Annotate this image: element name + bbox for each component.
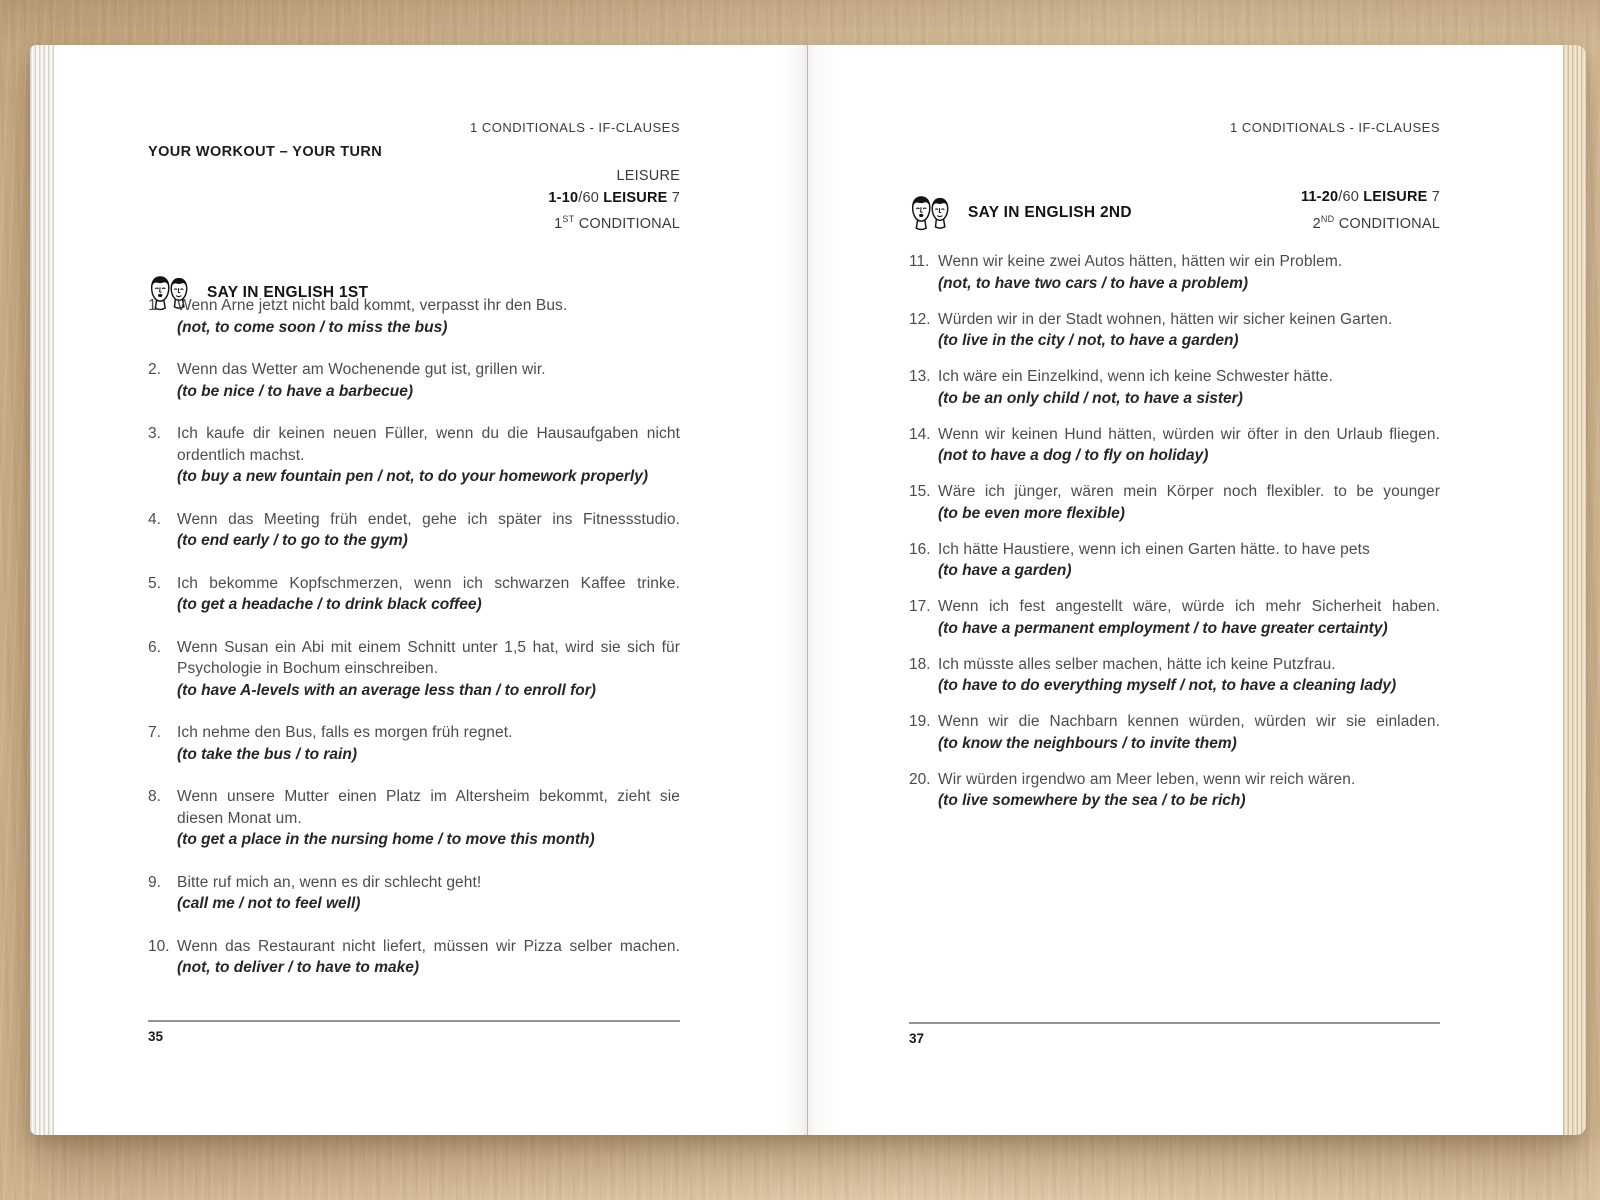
left-page: [54, 45, 807, 1135]
open-workbook: [30, 45, 1586, 1135]
german-sentence: Wenn Arne jetzt nicht bald kommt, verpasst ihr den Bus.: [177, 297, 568, 314]
english-hint: (call me / not to feel well): [177, 895, 361, 912]
chapter-running-head: 1 CONDITIONALS - IF-CLAUSES: [470, 120, 680, 135]
item-number: 18.: [909, 655, 931, 673]
german-sentence: Ich bekomme Kopfschmerzen, wenn ich schwarzen Kaffee trinke.: [177, 574, 680, 592]
exercise-item: [909, 654, 1440, 697]
exercise-item: [909, 309, 1440, 352]
meta-range-line: [148, 188, 680, 210]
english-hint: (not, to have two cars / to have a problem): [938, 274, 1249, 292]
english-hint: (to have a permanent employment / to have greater certainty): [938, 619, 1388, 637]
item-number: 1.: [148, 297, 161, 314]
german-sentence: Bitte ruf mich an, wenn es dir schlecht geht!: [177, 873, 482, 891]
item-number: 20.: [909, 770, 931, 788]
page-stack-left-edge: [30, 45, 54, 1135]
item-number: 11.: [909, 253, 930, 270]
conditional-label: CONDITIONAL: [1334, 215, 1440, 232]
meta-topic: LEISURE: [1363, 189, 1428, 205]
page-title: YOUR WORKOUT – YOUR TURN: [148, 144, 383, 160]
german-sentence: Wenn wir keine zwei Autos hätten, hätten wir ein Problem.: [938, 253, 1343, 270]
exercise-item: [148, 786, 680, 851]
item-number: 5.: [148, 574, 161, 592]
conditional-label: CONDITIONAL: [574, 215, 680, 232]
exercise-item: [909, 596, 1440, 639]
german-sentence: Wenn ich fest angestellt wäre, würde ich mehr Sicherheit haben.: [938, 598, 1440, 615]
conditional-number: 2: [1312, 215, 1321, 232]
german-sentence: Ich hätte Haustiere, wenn ich einen Garten hätte. to have pets: [938, 540, 1370, 558]
english-hint: (not, to come soon / to miss the bus): [177, 318, 448, 336]
exercise-item: [909, 424, 1440, 467]
exercise-item: [148, 637, 680, 702]
german-sentence: Ich müsste alles selber machen, hätte ich keine Putzfrau.: [938, 655, 1336, 673]
exercise-list: [148, 295, 680, 1000]
german-sentence: Wir würden irgendwo am Meer leben, wenn wir reich wären.: [938, 770, 1356, 788]
exercise-item: [148, 872, 680, 915]
english-hint: (to be an only child / not, to have a sister): [938, 389, 1243, 407]
exercise-item: [148, 722, 680, 765]
page-stack-right-edge: [1563, 45, 1586, 1135]
english-hint: (not, to deliver / to have to make): [177, 959, 420, 976]
german-sentence: Ich wäre ein Einzelkind, wenn ich keine Schwester hätte.: [938, 368, 1334, 385]
item-number: 6.: [148, 638, 161, 656]
exercise-item: [909, 769, 1440, 812]
exercise-item: [148, 573, 680, 616]
item-number: 17.: [909, 598, 931, 615]
german-sentence: Wenn unsere Mutter einen Platz im Altersheim bekommt, zieht sie diesen Monat um.: [177, 788, 680, 827]
meta-topic-number: 7: [667, 189, 680, 206]
exercise-meta: [909, 187, 1440, 235]
english-hint: (to live in the city / not, to have a garden): [938, 332, 1239, 349]
exercise-item: [148, 936, 680, 979]
meta-conditional-line: [909, 209, 1440, 235]
meta-conditional-line: [148, 209, 680, 235]
exercise-list: [909, 251, 1440, 826]
meta-range-line: [909, 187, 1440, 209]
meta-topic-number: 7: [1427, 189, 1440, 205]
page-number: 35: [148, 1029, 164, 1044]
exercise-item: [909, 711, 1440, 754]
german-sentence: Ich kaufe dir keinen neuen Füller, wenn du die Hausaufgaben nicht ordentlich machst.: [177, 425, 680, 464]
exercise-item: [148, 295, 680, 338]
section-title: SAY IN ENGLISH 2ND: [968, 204, 1132, 221]
english-hint: (not to have a dog / to fly on holiday): [938, 447, 1209, 464]
meta-range-total: /60: [1338, 189, 1364, 205]
page-number: 37: [909, 1031, 925, 1046]
german-sentence: Wenn das Wetter am Wochenende gut ist, grillen wir.: [177, 361, 546, 378]
exercise-item: [909, 366, 1440, 409]
item-number: 16.: [909, 540, 931, 558]
exercise-item: [148, 423, 680, 488]
english-hint: (to get a place in the nursing home / to move this month): [177, 831, 595, 848]
german-sentence: Wenn wir keinen Hund hätten, würden wir öfter in den Urlaub fliegen.: [938, 425, 1440, 443]
english-hint: (to have A-levels with an average less than / to enroll for): [177, 681, 596, 699]
chapter-running-head: 1 CONDITIONALS - IF-CLAUSES: [1230, 120, 1440, 135]
item-number: 13.: [909, 368, 931, 385]
exercise-item: [909, 539, 1440, 582]
item-number: 15.: [909, 483, 931, 500]
item-number: 19.: [909, 713, 931, 730]
english-hint: (to have a garden): [938, 562, 1072, 579]
item-number: 9.: [148, 873, 161, 891]
english-hint: (to get a headache / to drink black coffee): [177, 596, 482, 613]
german-sentence: Wäre ich jünger, wären mein Körper noch flexibler. to be younger: [938, 483, 1440, 500]
section-title: SAY IN ENGLISH 1ST: [207, 284, 369, 301]
english-hint: (to buy a new fountain pen / not, to do your homework properly): [177, 468, 649, 485]
meta-topic-line: LEISURE: [616, 168, 680, 184]
right-page: [807, 45, 1563, 1135]
english-hint: (to know the neighbours / to invite them): [938, 734, 1237, 752]
exercise-item: [148, 509, 680, 552]
conditional-ordinal-suffix: ND: [1320, 213, 1335, 224]
page-footer: [909, 1022, 1440, 1046]
item-number: 7.: [148, 724, 161, 741]
german-sentence: Wenn das Meeting früh endet, gehe ich später ins Fitnessstudio.: [177, 510, 680, 528]
english-hint: (to be even more flexible): [938, 504, 1125, 522]
english-hint: (to live somewhere by the sea / to be rich): [938, 792, 1246, 809]
conditional-number: 1: [554, 215, 563, 232]
german-sentence: Ich nehme den Bus, falls es morgen früh regnet.: [177, 724, 513, 741]
exercise-item: [909, 481, 1440, 524]
english-hint: (to take the bus / to rain): [177, 745, 357, 763]
english-hint: (to have to do everything myself / not, to have a cleaning lady): [938, 677, 1397, 694]
english-hint: (to be nice / to have a barbecue): [177, 382, 414, 400]
item-number: 3.: [148, 425, 161, 442]
german-sentence: Wenn das Restaurant nicht liefert, müssen wir Pizza selber machen.: [177, 937, 680, 955]
page-footer: [148, 1020, 680, 1044]
german-sentence: Wenn wir die Nachbarn kennen würden, würden wir sie einladen.: [938, 713, 1440, 730]
english-hint: (to end early / to go to the gym): [177, 532, 408, 549]
item-number: 12.: [909, 310, 931, 328]
item-number: 8.: [148, 788, 161, 805]
exercise-item: [909, 251, 1440, 294]
item-number: 14.: [909, 425, 931, 443]
exercise-meta: [148, 166, 680, 235]
meta-range: 11-20: [1300, 189, 1339, 205]
meta-range-total: /60: [578, 189, 604, 206]
exercise-item: [148, 359, 680, 402]
german-sentence: Wenn Susan ein Abi mit einem Schnitt unter 1,5 hat, wird sie sich für Psychologie in Bochum einschreiben.: [177, 638, 680, 677]
conditional-ordinal-suffix: ST: [562, 214, 575, 224]
item-number: 10.: [148, 937, 170, 955]
item-number: 4.: [148, 510, 161, 528]
item-number: 2.: [148, 361, 161, 378]
meta-topic: LEISURE: [603, 189, 668, 206]
german-sentence: Würden wir in der Stadt wohnen, hätten wir sicher keinen Garten.: [938, 310, 1393, 328]
meta-range: 1-10: [548, 189, 579, 206]
